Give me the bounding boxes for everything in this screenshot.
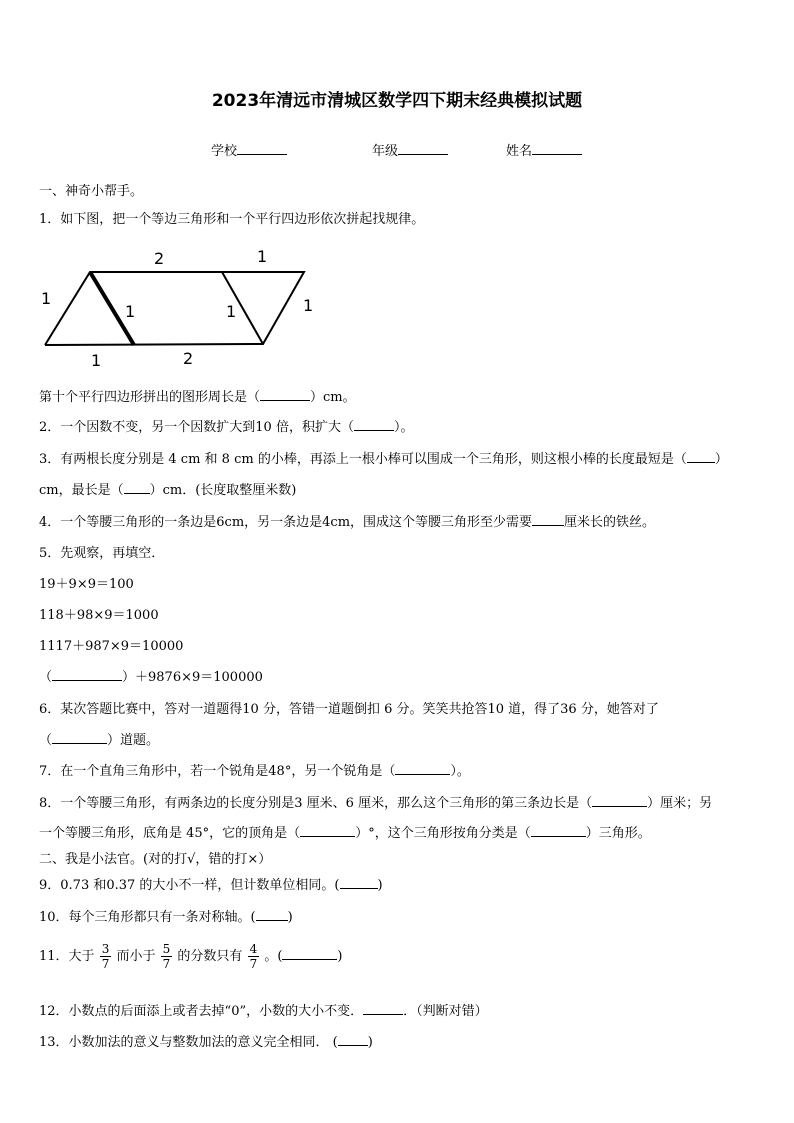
question-3: 3．有两根长度分别是 4 cm 和 8 cm 的小棒，再添上一根小棒可以围成一个三角形，则这根小棒的长度最短是（ ） xyxy=(39,452,728,467)
label-mid-bold: 1 xyxy=(125,302,136,321)
label-top-left: 2 xyxy=(154,249,165,268)
question-10: 10．每个三角形都只有一条对称轴。( ) xyxy=(39,910,293,925)
equation-2: 118＋98×9＝1000 xyxy=(39,608,159,623)
q1-blank[interactable] xyxy=(260,388,310,401)
question-3-cont: cm，最长是（ ）cm．(长度取整厘米数) xyxy=(39,483,297,498)
question-7: 7．在一个直角三角形中，若一个锐角是48°，另一个锐角是（ ）。 xyxy=(39,764,470,779)
grade-field[interactable] xyxy=(372,140,448,159)
q12-blank[interactable] xyxy=(363,1002,403,1015)
label-right: 1 xyxy=(303,296,314,315)
name-field[interactable] xyxy=(506,140,582,159)
triangle-parallelogram-figure xyxy=(30,240,330,370)
section-2-heading: 二、我是小法官。(对的打√，错的打×） xyxy=(39,852,272,867)
grade-label: 年级 xyxy=(372,144,399,159)
question-9: 9．0.73 和0.37 的大小不一样，但计数单位相同。( ) xyxy=(39,878,383,893)
fraction-5-7: $\frac{5}{7}$ xyxy=(162,942,171,971)
question-6: 6．某次答题比赛中，答对一道题得10 分，答错一道题倒扣 6 分。笑笑共抢答10 道，得了36 分，她答对了 xyxy=(39,702,659,717)
fraction-4-7: $\frac{4}{7}$ xyxy=(249,942,258,971)
q6-blank[interactable] xyxy=(52,731,107,744)
equation-4: （ ）＋9876×9＝100000 xyxy=(39,670,263,685)
question-4: 4．一个等腰三角形的一条边是6cm，另一条边是4cm，围成这个等腰三角形至少需要 厘米长的铁丝。 xyxy=(39,515,656,530)
question-6-cont: （ ）道题。 xyxy=(39,733,160,748)
name-blank[interactable] xyxy=(532,142,582,155)
q10-blank[interactable] xyxy=(256,908,288,921)
q3-blank-min[interactable] xyxy=(687,450,715,463)
question-8-cont: 一个等腰三角形，底角是 45°，它的顶角是（ ）°，这个三角形按角分类是（ ）三角形。 xyxy=(39,826,651,841)
q8-blank-side[interactable] xyxy=(592,794,647,807)
school-label: 学校 xyxy=(211,144,238,159)
question-1: 1．如下图，把一个等边三角形和一个平行四边形依次拼起找规律。 xyxy=(39,212,425,227)
label-bottom-mid: 2 xyxy=(183,349,194,368)
question-2: 2．一个因数不变，另一个因数扩大到10 倍，积扩大（ ）。 xyxy=(39,420,414,435)
label-bottom-left: 1 xyxy=(91,351,102,370)
q9-blank[interactable] xyxy=(340,876,378,889)
section-1-heading: 一、神奇小帮手。 xyxy=(39,184,144,199)
q8-blank-type[interactable] xyxy=(531,824,586,837)
question-1-answer: 第十个平行四边形拼出的图形周长是（ ）cm。 xyxy=(39,390,356,405)
question-8: 8．一个等腰三角形，有两条边的长度分别是3 厘米、6 厘米，那么这个三角形的第三条边长是（ ）厘米；另 xyxy=(39,796,713,811)
q3-blank-max[interactable] xyxy=(124,481,150,494)
name-label: 姓名 xyxy=(506,144,533,159)
question-11: 11．大于 $\frac{3}{7}$ 而小于 $\frac{5}{7}$ 的分数只有 $\frac{4}{7}$ 。( ) xyxy=(39,942,343,971)
equation-3: 1117＋987×9＝10000 xyxy=(39,639,184,654)
label-left: 1 xyxy=(41,289,52,308)
q11-blank[interactable] xyxy=(282,947,337,960)
q4-blank[interactable] xyxy=(532,513,564,526)
q2-blank[interactable] xyxy=(354,418,394,431)
q7-blank[interactable] xyxy=(395,762,450,775)
label-mid-right: 1 xyxy=(226,302,237,321)
school-field[interactable] xyxy=(211,140,287,159)
q13-blank[interactable] xyxy=(338,1033,368,1046)
question-13: 13．小数加法的意义与整数加法的意义完全相同． ( ) xyxy=(39,1035,373,1050)
question-5: 5．先观察，再填空． xyxy=(39,546,165,561)
equation-1: 19＋9×9＝100 xyxy=(39,577,134,592)
q8-blank-apex[interactable] xyxy=(300,824,355,837)
school-blank[interactable] xyxy=(237,142,287,155)
question-12: 12．小数点的后面添上或者去掉“0”，小数的大小不变． ．（判断对错） xyxy=(39,1004,488,1019)
fraction-3-7: $\frac{3}{7}$ xyxy=(101,942,110,971)
grade-blank[interactable] xyxy=(398,142,448,155)
eq4-blank[interactable] xyxy=(52,668,122,681)
label-top-right: 1 xyxy=(257,247,268,266)
page-title: 2023年清远市清城区数学四下期末经典模拟试题 xyxy=(211,91,583,111)
